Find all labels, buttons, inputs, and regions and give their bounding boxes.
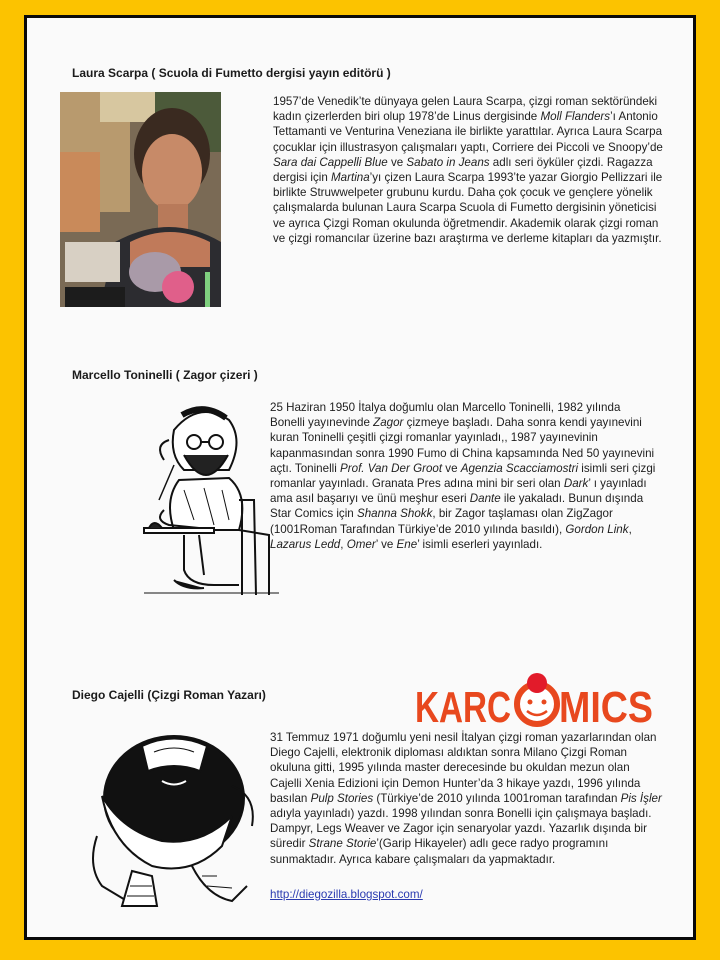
italic-title-13: Gordon Link: [565, 522, 629, 536]
section3-bio: [270, 730, 662, 867]
text-segment-14: ,: [628, 522, 632, 536]
italic-title-1: Pulp Stories: [310, 791, 374, 805]
text-segment-6: adlı seri öyküler çizdi. Ragazza dergisi için: [273, 155, 653, 185]
text-segment-16: ,: [340, 537, 347, 551]
text-segment-2: (Türkiye’de 2010 yılında 1001roman tarafından: [373, 791, 621, 805]
text-segment-4: ve: [442, 461, 461, 475]
logo-left-text: KARC: [415, 683, 511, 732]
text-segment-6: isimli seri çizgi romanlar yayınladı. Granata Pres adına mini bir seri olan: [270, 461, 656, 491]
text-segment-2: ’ı Antonio Tettamanti ve Venturina Veneziana ile birlikte yarattılar. Ayrıca Laura Scarpa çocuklar için illustrasyon çalışmaları yaptı, Corriere dei Piccoli ve Snoopy’de: [273, 110, 663, 154]
cajelli-caricature: [82, 726, 262, 916]
italic-title-3: Prof. Van Der Groot: [340, 461, 443, 475]
text-segment-10: ile yakaladı. Bunun dışında Star Comics için: [270, 492, 644, 521]
logo-right-text: MICS: [559, 683, 653, 732]
text-segment-6: ’(Garip Hikayeler) adlı gece radyo programını sunmaktadır. Ayrıca kabare çalışmaları da yapmaktadır.: [270, 837, 609, 866]
text-segment-4: ve: [387, 155, 407, 169]
italic-title-1: Zagor: [373, 416, 404, 430]
text-segment-12: , bir Zagor taşlaması olan ZigZagor (1001Roman Tarafından Türkiye’de 2010 yılında basıldı),: [270, 507, 613, 536]
section1-bio: [273, 94, 665, 246]
italic-title-17: Omer: [346, 537, 376, 551]
karcomics-logo: [415, 666, 655, 736]
text-segment-0: 1957’de Venedik’te dünyaya gelen Laura Scarpa, çizgi roman sektöründeki kadın çizerlerden biri olup 1978’de Linus dergisinde: [273, 95, 658, 124]
italic-title-3: Sara dai Cappelli Blue: [273, 155, 388, 169]
italic-title-19: Ene: [396, 537, 418, 551]
italic-title-7: Martina: [331, 171, 370, 185]
text-segment-20: ’ isimli eserleri yayınladı.: [417, 537, 543, 551]
italic-title-5: Strane Storie: [308, 837, 377, 851]
section2-bio: [270, 400, 658, 552]
italic-title-1: Moll Flanders: [540, 110, 611, 124]
laura-scarpa-photo: [60, 92, 221, 307]
italic-title-9: Dante: [469, 492, 501, 506]
page-frame: [24, 15, 696, 940]
text-segment-4: adıyla yayınladı) yazdı. 1998 yılından sonra Bonelli için çalışmaya başladı. Dampyr, Legs Weaver ve Zagor için senaryolar yazdı. Yazarlık dışında bir süredir: [270, 807, 652, 851]
text-segment-2: çizmeye başladı. Daha sonra kendi yayınevini kuran Toninelli çeşitli çizgi romanlar yayınladı,, 1987 yayınevinin kapanmasından sonra 1990 Fumo di China kapsamında Ned 50 yayınevini açtı. Toninelli: [270, 416, 655, 475]
italic-title-7: Dark: [563, 477, 589, 491]
text-segment-18: ’ ve: [375, 537, 397, 551]
italic-title-15: Lazarus Ledd: [270, 537, 341, 551]
toninelli-caricature: [144, 400, 279, 595]
text-segment-8: ’ ı yayınladı ama asıl başarıyı ve ünü meşhur eseri: [270, 477, 647, 506]
italic-title-11: Shanna Shokk: [356, 507, 433, 521]
text-segment-0: 31 Temmuz 1971 doğumlu yeni nesil İtalyan çizgi roman yazarlarından olan Diego Cajelli, elektronik diploması aldıktan sonra Milano Çizgi Roman okuluna gitti, 1995 yılında master derecesinde bu okuldan mezun olan Cajelli Xenia Edizioni için Demon Hunter’da 3 hikaye yazdı, 1996 yılında basılan: [270, 731, 657, 805]
blog-link[interactable]: http://diegozilla.blogspot.com/: [270, 888, 423, 901]
italic-title-3: Pis İşler: [620, 791, 662, 805]
section3-title: Diego Cajelli (Çizgi Roman Yazarı): [72, 688, 266, 702]
italic-title-5: Agenzia Scacciamostri: [460, 461, 579, 475]
italic-title-5: Sabato in Jeans: [406, 155, 490, 169]
text-segment-8: ’yı çizen Laura Scarpa 1993’te yazar Giorgio Pellizzari ile birlikte Struwwelpeter grubunu kurdu. Daha çok çocuk ve gençlere yönelik çalışmalarda bulunan Laura Scarpa Scuola di Fumetto dergisinin yöneticisi ve ayrıca Çizgi Roman okulunda öğretmendir. Akademik olarak çizgi roman ve çizgi romancılar üzerine bazı araştırma ve derleme kitapları da yazmıştır.: [273, 171, 663, 245]
section1-title: Laura Scarpa ( Scuola di Fumetto dergisi yayın editörü ): [72, 66, 391, 80]
text-segment-0: 25 Haziran 1950 İtalya doğumlu olan Marcello Toninelli, 1982 yılında Bonelli yayınevinde: [270, 401, 621, 430]
section2-title: Marcello Toninelli ( Zagor çizeri ): [72, 368, 258, 382]
